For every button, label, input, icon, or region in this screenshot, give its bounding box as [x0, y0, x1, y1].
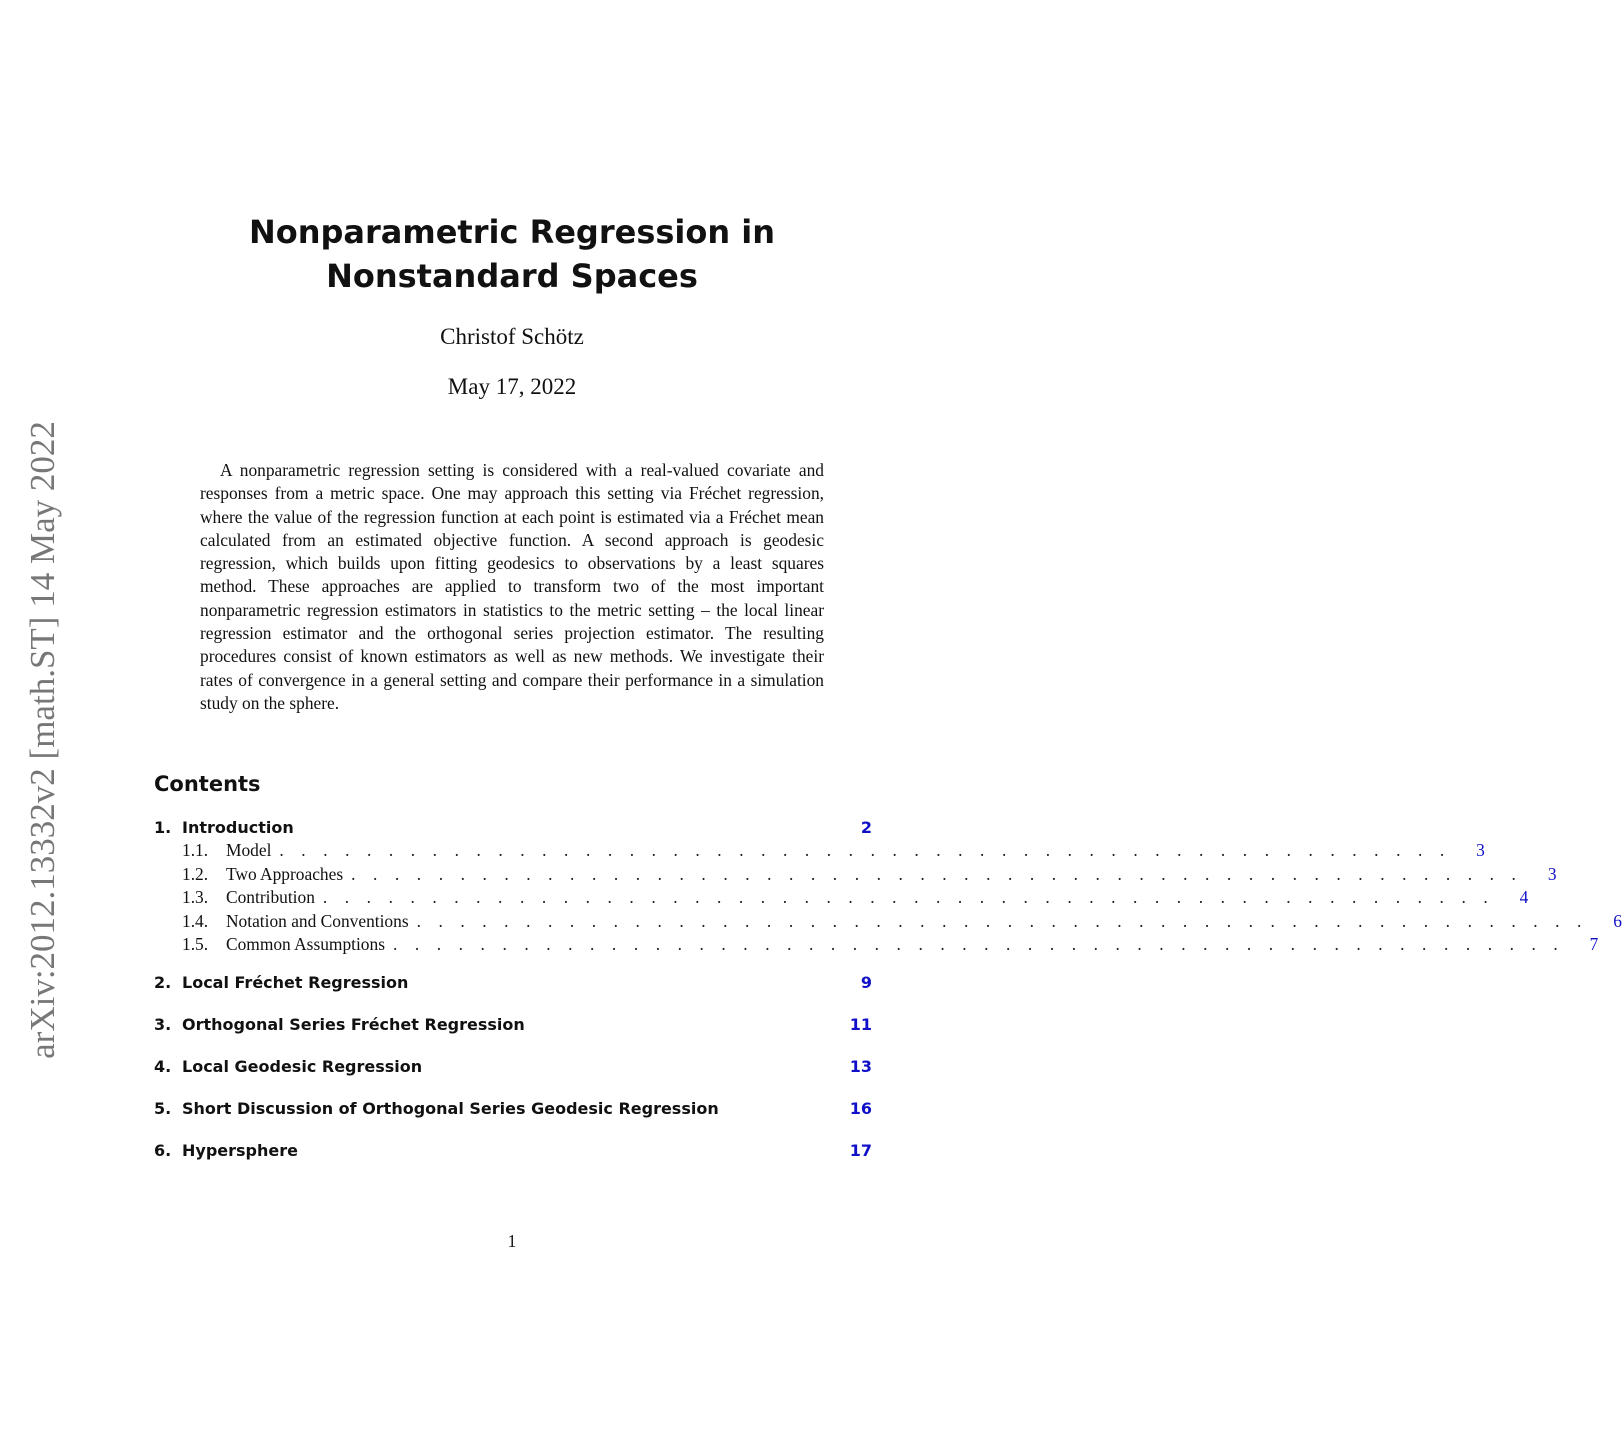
toc-page-link[interactable]: 4 — [1519, 887, 1529, 907]
toc-section-hypersphere[interactable] — [154, 1137, 872, 1164]
toc-page-link[interactable]: 3 — [1476, 840, 1485, 860]
toc-subsection-title: Two Approaches — [226, 863, 344, 884]
toc-leader-dots: . . . . . . . . . . . . . . . . . . . . . . . . . . . . . . . . . . . . . . . . . . . . . . . . . . . . . . — [279, 840, 1451, 860]
toc-section-orthogonal-frechet[interactable] — [154, 1011, 872, 1038]
toc-section-title: Orthogonal Series Fréchet Regression — [182, 1014, 525, 1034]
toc-section-number: 5. — [154, 1098, 172, 1118]
toc-page-link[interactable]: 3 — [1547, 863, 1557, 884]
toc-subsection-title: Model — [226, 840, 272, 860]
toc-page-link[interactable]: 11 — [849, 1014, 872, 1034]
toc-subsection-number: 1.3. — [182, 887, 209, 907]
toc-section-title: Hypersphere — [182, 1140, 298, 1160]
toc-page-link[interactable]: 7 — [1589, 934, 1599, 954]
toc-page-link[interactable]: 6 — [1613, 910, 1622, 931]
toc-page-link[interactable]: 13 — [849, 1056, 872, 1076]
toc-leader-dots: . . . . . . . . . . . . . . . . . . . . . . . . . . . . . . . . . . . . . . . . . . . . . . . . . . . . . . — [416, 910, 1588, 931]
toc-subsection-title: Notation and Conventions — [226, 910, 409, 931]
toc-subsection-title: Common Assumptions — [226, 934, 385, 954]
toc-section-orthogonal-geodesic[interactable] — [154, 1095, 872, 1122]
toc-subsection-number: 1.5. — [182, 934, 209, 954]
toc-section-title: Introduction — [182, 818, 294, 837]
toc-subsection-contribution[interactable] — [154, 886, 1529, 910]
toc-section-number: 3. — [154, 1014, 172, 1034]
page-number: 1 — [507, 1231, 517, 1251]
toc-section-introduction[interactable] — [154, 814, 872, 841]
toc-subsection-number: 1.4. — [182, 910, 209, 931]
toc-subsection-list — [154, 839, 1622, 957]
table-of-contents — [154, 814, 1622, 1164]
toc-subsection-model[interactable] — [154, 839, 1485, 863]
paper-title: Nonparametric Regression in Nonstandard Spaces — [248, 213, 776, 295]
toc-section-local-geodesic[interactable] — [154, 1053, 872, 1080]
toc-subsection-number: 1.2. — [182, 863, 209, 884]
toc-section-title: Short Discussion of Orthogonal Series Geodesic Regression — [182, 1098, 719, 1118]
toc-section-number: 1. — [154, 818, 172, 837]
toc-subsection-title: Contribution — [226, 887, 315, 907]
toc-subsection-two-approaches[interactable] — [154, 863, 1557, 887]
paper-author: Christof Schötz — [440, 324, 584, 349]
toc-leader-dots: . . . . . . . . . . . . . . . . . . . . . . . . . . . . . . . . . . . . . . . . . . . . . . . . . . . . . . — [322, 887, 1495, 907]
toc-leader-dots: . . . . . . . . . . . . . . . . . . . . . . . . . . . . . . . . . . . . . . . . . . . . . . . . . . . . . . — [392, 934, 1565, 954]
paper-date: May 17, 2022 — [447, 374, 577, 399]
toc-subsection-number: 1.1. — [182, 840, 209, 860]
toc-page-link[interactable]: 2 — [860, 818, 872, 837]
toc-section-number: 2. — [154, 972, 172, 992]
abstract: A nonparametric regression setting is considered with a real-valued covariate and responses from a metric space. One may approach this setting via Fréchet regression, where the value of the regression function at each point is estimated via a Fréchet mean calculated from an estimated objective function. A second approach is geodesic regression, which builds upon fitting geodesics to observations by a least squares method. These approaches are applied to transform two of the most important nonparametric regression estimators in statistics to the metric setting – the local linear regression estimator and the orthogonal series projection estimator. The resulting procedures consist of known estimators as well as new methods. We investigate their rates of convergence in a general setting and compare their performance in a simulation study on the sphere. — [200, 460, 824, 713]
toc-section-local-frechet[interactable] — [154, 969, 872, 996]
toc-leader-dots: . . . . . . . . . . . . . . . . . . . . . . . . . . . . . . . . . . . . . . . . . . . . . . . . . . . . . . — [351, 863, 1523, 884]
toc-section-title: Local Geodesic Regression — [182, 1056, 423, 1076]
toc-page-link[interactable]: 17 — [849, 1140, 872, 1160]
contents-heading: Contents — [154, 772, 261, 796]
arxiv-stamp: arXiv:2012.13332v2 [math.ST] 14 May 2022 — [23, 421, 62, 1059]
toc-section-title: Local Fréchet Regression — [182, 972, 409, 992]
toc-section-number: 4. — [154, 1056, 172, 1076]
toc-page-link[interactable]: 9 — [860, 972, 872, 992]
toc-section-number: 6. — [154, 1140, 172, 1160]
toc-page-link[interactable]: 16 — [849, 1098, 872, 1118]
toc-subsection-notation[interactable] — [154, 910, 1622, 934]
toc-subsection-assumptions[interactable] — [154, 933, 1599, 957]
